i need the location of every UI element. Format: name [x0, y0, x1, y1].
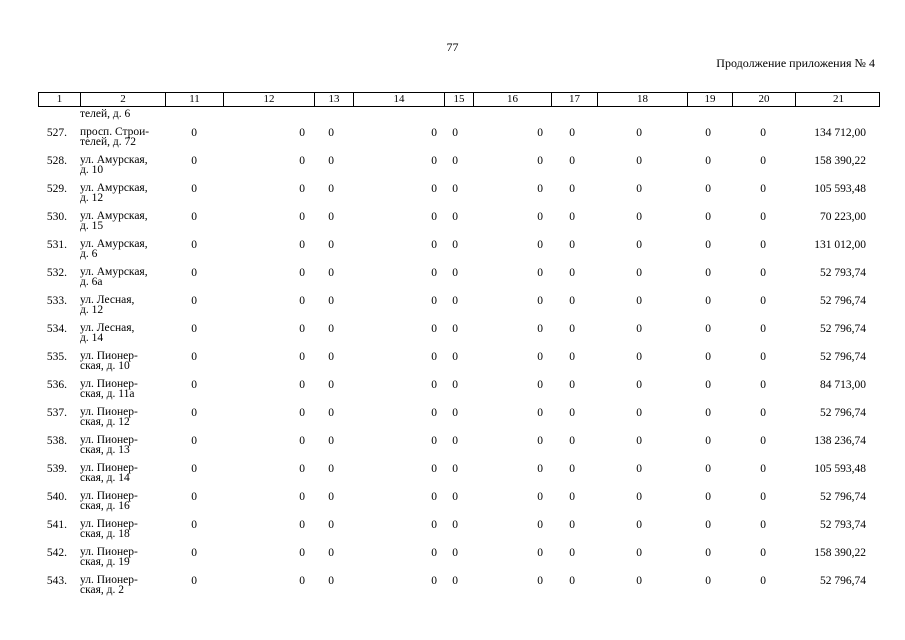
value-cell: 0: [569, 575, 575, 587]
row-number: 541.: [46, 519, 67, 531]
value-cell: 0: [328, 323, 334, 335]
value-cell: 0: [328, 127, 334, 139]
value-cell: 0: [760, 575, 766, 587]
value-cell: 0: [537, 351, 543, 363]
address-line-1: ул. Пионер-: [80, 546, 138, 558]
value-cell: 0: [431, 211, 437, 223]
value-cell: 0: [431, 351, 437, 363]
value-cell: 0: [705, 323, 711, 335]
value-cell: 0: [537, 407, 543, 419]
value-cell: 0: [760, 239, 766, 251]
value-cell: 0: [537, 127, 543, 139]
row-number: 534.: [46, 323, 67, 335]
value-cell: 0: [299, 435, 305, 447]
value-cell: 0: [705, 379, 711, 391]
value-cell: 0: [191, 323, 197, 335]
row-number: 543.: [46, 575, 67, 587]
value-cell: 0: [431, 575, 437, 587]
value-cell: 0: [431, 379, 437, 391]
address-line-2: ская, д. 2: [80, 584, 125, 596]
value-cell: 0: [636, 295, 642, 307]
value-cell: 0: [299, 351, 305, 363]
address-line-2: д. 12: [80, 304, 104, 316]
address-line-2: д. 14: [80, 332, 104, 344]
address-line-1: ул. Пионер-: [80, 350, 138, 362]
row-number: 530.: [46, 211, 67, 223]
value-cell: 0: [705, 267, 711, 279]
row-number: 527.: [46, 127, 67, 139]
header-col-0: 1: [56, 93, 63, 105]
total-cell: 158 390,22: [814, 155, 866, 167]
total-cell: 52 796,74: [820, 323, 866, 335]
value-cell: 0: [760, 491, 766, 503]
address-line-1: ул. Амурская,: [80, 210, 148, 222]
value-cell: 0: [537, 323, 543, 335]
row-number: 539.: [46, 463, 67, 475]
value-cell: 0: [537, 239, 543, 251]
value-cell: 0: [452, 379, 458, 391]
value-cell: 0: [191, 351, 197, 363]
value-cell: 0: [636, 183, 642, 195]
address-line-2: д. 6а: [80, 276, 103, 288]
address-line-1: ул. Лесная,: [80, 322, 135, 334]
value-cell: 0: [569, 407, 575, 419]
value-cell: 0: [705, 295, 711, 307]
value-cell: 0: [431, 407, 437, 419]
value-cell: 0: [452, 575, 458, 587]
row-number: 529.: [46, 183, 67, 195]
value-cell: 0: [299, 211, 305, 223]
value-cell: 0: [636, 463, 642, 475]
address-line-1: ул. Пионер-: [80, 434, 138, 446]
total-cell: 52 796,74: [820, 407, 866, 419]
value-cell: 0: [569, 155, 575, 167]
total-cell: 138 236,74: [814, 435, 866, 447]
value-cell: 0: [452, 239, 458, 251]
address-line-2: ская, д. 11а: [80, 388, 135, 400]
value-cell: 0: [191, 519, 197, 531]
value-cell: 0: [431, 435, 437, 447]
address-line-2: д. 12: [80, 192, 104, 204]
value-cell: 0: [636, 491, 642, 503]
value-cell: 0: [299, 547, 305, 559]
address-line-1: ул. Амурская,: [80, 182, 148, 194]
row-number: 528.: [46, 155, 67, 167]
address-line-2: телей, д. 72: [80, 136, 136, 148]
value-cell: 0: [537, 547, 543, 559]
value-cell: 0: [636, 519, 642, 531]
row-number: 538.: [46, 435, 67, 447]
value-cell: 0: [452, 267, 458, 279]
value-cell: 0: [705, 435, 711, 447]
value-cell: 0: [431, 295, 437, 307]
header-col-2: 11: [165, 93, 223, 106]
value-cell: 0: [328, 519, 334, 531]
value-cell: 0: [299, 323, 305, 335]
value-cell: 0: [431, 127, 437, 139]
value-cell: 0: [299, 155, 305, 167]
value-cell: 0: [452, 519, 458, 531]
header-col-7: 16: [473, 93, 551, 106]
value-cell: 0: [537, 211, 543, 223]
value-cell: 0: [636, 239, 642, 251]
value-cell: 0: [452, 491, 458, 503]
value-cell: 0: [452, 463, 458, 475]
value-cell: 0: [636, 267, 642, 279]
header-col-4: 13: [314, 93, 353, 106]
value-cell: 0: [760, 379, 766, 391]
value-cell: 0: [636, 351, 642, 363]
value-cell: 0: [760, 407, 766, 419]
address-fragment: телей, д. 6: [80, 108, 131, 120]
header-col-12: 21: [795, 93, 881, 106]
value-cell: 0: [760, 519, 766, 531]
value-cell: 0: [569, 491, 575, 503]
value-cell: 0: [569, 127, 575, 139]
value-cell: 0: [191, 127, 197, 139]
value-cell: 0: [705, 155, 711, 167]
value-cell: 0: [760, 211, 766, 223]
value-cell: 0: [636, 379, 642, 391]
address-line-1: ул. Пионер-: [80, 490, 138, 502]
total-cell: 158 390,22: [814, 547, 866, 559]
value-cell: 0: [636, 547, 642, 559]
value-cell: 0: [569, 183, 575, 195]
value-cell: 0: [431, 239, 437, 251]
value-cell: 0: [191, 295, 197, 307]
address-line-1: ул. Амурская,: [80, 238, 148, 250]
value-cell: 0: [328, 575, 334, 587]
header-col-10: 19: [687, 93, 732, 106]
total-cell: 84 713,00: [820, 379, 866, 391]
value-cell: 0: [569, 519, 575, 531]
value-cell: 0: [328, 463, 334, 475]
total-cell: 52 796,74: [820, 351, 866, 363]
value-cell: 0: [299, 239, 305, 251]
value-cell: 0: [705, 491, 711, 503]
value-cell: 0: [191, 211, 197, 223]
value-cell: 0: [191, 547, 197, 559]
address-line-2: ская, д. 12: [80, 416, 130, 428]
value-cell: 0: [431, 519, 437, 531]
value-cell: 0: [452, 183, 458, 195]
value-cell: 0: [569, 379, 575, 391]
value-cell: 0: [636, 435, 642, 447]
page-number: 77: [446, 40, 459, 54]
value-cell: 0: [299, 491, 305, 503]
value-cell: 0: [328, 407, 334, 419]
value-cell: 0: [705, 239, 711, 251]
value-cell: 0: [537, 463, 543, 475]
value-cell: 0: [537, 183, 543, 195]
row-number: 533.: [46, 295, 67, 307]
value-cell: 0: [705, 547, 711, 559]
header-col-1: 2: [80, 93, 165, 106]
row-number: 532.: [46, 267, 67, 279]
address-line-1: ул. Амурская,: [80, 266, 148, 278]
header-col-3: 12: [223, 93, 314, 106]
value-cell: 0: [191, 491, 197, 503]
value-cell: 0: [569, 267, 575, 279]
address-line-2: ская, д. 16: [80, 500, 130, 512]
value-cell: 0: [760, 323, 766, 335]
value-cell: 0: [760, 547, 766, 559]
value-cell: 0: [328, 267, 334, 279]
address-line-1: ул. Пионер-: [80, 574, 138, 586]
value-cell: 0: [537, 491, 543, 503]
value-cell: 0: [191, 379, 197, 391]
value-cell: 0: [569, 211, 575, 223]
address-line-2: ская, д. 10: [80, 360, 130, 372]
value-cell: 0: [452, 323, 458, 335]
value-cell: 0: [636, 127, 642, 139]
value-cell: 0: [328, 239, 334, 251]
value-cell: 0: [705, 575, 711, 587]
value-cell: 0: [299, 407, 305, 419]
value-cell: 0: [191, 407, 197, 419]
address-line-1: ул. Пионер-: [80, 378, 138, 390]
value-cell: 0: [705, 183, 711, 195]
value-cell: 0: [537, 295, 543, 307]
total-cell: 52 796,74: [820, 575, 866, 587]
value-cell: 0: [299, 379, 305, 391]
value-cell: 0: [569, 295, 575, 307]
value-cell: 0: [760, 295, 766, 307]
address-line-1: ул. Пионер-: [80, 518, 138, 530]
total-cell: 52 796,74: [820, 295, 866, 307]
value-cell: 0: [537, 575, 543, 587]
address-line-2: ская, д. 19: [80, 556, 130, 568]
value-cell: 0: [431, 547, 437, 559]
value-cell: 0: [705, 407, 711, 419]
header-col-11: 20: [732, 93, 795, 106]
value-cell: 0: [636, 575, 642, 587]
value-cell: 0: [328, 379, 334, 391]
value-cell: 0: [569, 435, 575, 447]
value-cell: 0: [452, 407, 458, 419]
value-cell: 0: [299, 267, 305, 279]
value-cell: 0: [705, 463, 711, 475]
value-cell: 0: [299, 519, 305, 531]
value-cell: 0: [299, 295, 305, 307]
value-cell: 0: [705, 351, 711, 363]
address-line-2: д. 15: [80, 220, 104, 232]
value-cell: 0: [760, 435, 766, 447]
address-line-2: ская, д. 14: [80, 472, 130, 484]
value-cell: 0: [569, 463, 575, 475]
value-cell: 0: [299, 127, 305, 139]
value-cell: 0: [328, 491, 334, 503]
value-cell: 0: [299, 463, 305, 475]
value-cell: 0: [452, 435, 458, 447]
address-line-1: ул. Лесная,: [80, 294, 135, 306]
value-cell: 0: [537, 379, 543, 391]
address-line-1: ул. Пионер-: [80, 406, 138, 418]
address-line-1: ул. Амурская,: [80, 154, 148, 166]
value-cell: 0: [537, 267, 543, 279]
total-cell: 131 012,00: [814, 239, 866, 251]
value-cell: 0: [760, 267, 766, 279]
value-cell: 0: [191, 575, 197, 587]
value-cell: 0: [431, 491, 437, 503]
value-cell: 0: [299, 575, 305, 587]
value-cell: 0: [191, 183, 197, 195]
value-cell: 0: [760, 127, 766, 139]
address-line-1: ул. Пионер-: [80, 462, 138, 474]
value-cell: 0: [705, 519, 711, 531]
value-cell: 0: [452, 351, 458, 363]
value-cell: 0: [569, 351, 575, 363]
value-cell: 0: [328, 547, 334, 559]
header-col-6: 15: [444, 93, 473, 106]
value-cell: 0: [328, 183, 334, 195]
value-cell: 0: [191, 463, 197, 475]
row-number: 540.: [46, 491, 67, 503]
value-cell: 0: [537, 519, 543, 531]
value-cell: 0: [191, 435, 197, 447]
address-line-2: д. 6: [80, 248, 98, 260]
value-cell: 0: [452, 547, 458, 559]
value-cell: 0: [452, 127, 458, 139]
address-line-2: д. 10: [80, 164, 104, 176]
value-cell: 0: [569, 547, 575, 559]
total-cell: 52 793,74: [820, 267, 866, 279]
row-number: 531.: [46, 239, 67, 251]
value-cell: 0: [191, 239, 197, 251]
row-number: 535.: [46, 351, 67, 363]
total-cell: 134 712,00: [814, 127, 866, 139]
value-cell: 0: [705, 211, 711, 223]
value-cell: 0: [760, 351, 766, 363]
value-cell: 0: [636, 323, 642, 335]
value-cell: 0: [636, 407, 642, 419]
value-cell: 0: [569, 239, 575, 251]
header-col-9: 18: [597, 93, 687, 106]
address-line-1: просп. Строи-: [80, 126, 150, 138]
value-cell: 0: [431, 323, 437, 335]
value-cell: 0: [537, 155, 543, 167]
row-number: 542.: [46, 547, 67, 559]
value-cell: 0: [431, 183, 437, 195]
total-cell: 52 796,74: [820, 491, 866, 503]
value-cell: 0: [452, 155, 458, 167]
value-cell: 0: [191, 267, 197, 279]
continuation-label: Продолжение приложения № 4: [716, 56, 875, 70]
address-line-2: ская, д. 18: [80, 528, 130, 540]
value-cell: 0: [537, 435, 543, 447]
row-number: 537.: [46, 407, 67, 419]
total-cell: 105 593,48: [814, 183, 866, 195]
value-cell: 0: [431, 155, 437, 167]
row-number: 536.: [46, 379, 67, 391]
value-cell: 0: [431, 267, 437, 279]
total-cell: 105 593,48: [814, 463, 866, 475]
value-cell: 0: [328, 435, 334, 447]
value-cell: 0: [452, 295, 458, 307]
value-cell: 0: [452, 211, 458, 223]
value-cell: 0: [760, 183, 766, 195]
table-header: [38, 92, 880, 107]
value-cell: 0: [328, 295, 334, 307]
value-cell: 0: [705, 127, 711, 139]
header-col-5: 14: [353, 93, 444, 106]
header-col-8: 17: [551, 93, 597, 106]
address-line-2: ская, д. 13: [80, 444, 130, 456]
value-cell: 0: [569, 323, 575, 335]
value-cell: 0: [636, 155, 642, 167]
total-cell: 70 223,00: [820, 211, 866, 223]
value-cell: 0: [299, 183, 305, 195]
value-cell: 0: [328, 155, 334, 167]
value-cell: 0: [191, 155, 197, 167]
value-cell: 0: [636, 211, 642, 223]
total-cell: 52 793,74: [820, 519, 866, 531]
value-cell: 0: [431, 463, 437, 475]
value-cell: 0: [328, 211, 334, 223]
value-cell: 0: [760, 155, 766, 167]
value-cell: 0: [328, 351, 334, 363]
value-cell: 0: [760, 463, 766, 475]
